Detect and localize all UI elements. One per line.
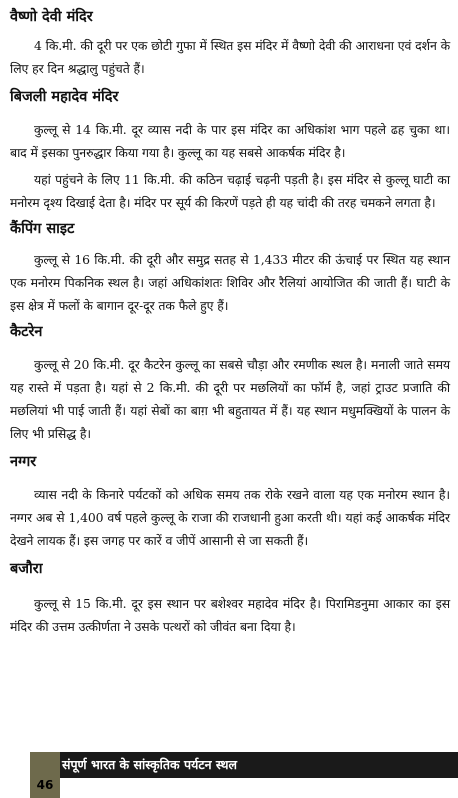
section-bijli-mahadev-temple <box>10 86 450 214</box>
section-camping-site <box>10 218 450 317</box>
page-footer <box>0 752 458 798</box>
paragraph: यहां पहुंचने के लिए 11 कि.मी. की कठिन चढ़ाई चढ़नी पड़ती है। इस मंदिर से कुल्लू घाटी का मनोरम दृश्य दिखाई देता है। मंदिर पर सूर्य की किरणें पड़ते ही यह चांदी की तरह चमकने लगता है। <box>10 172 450 210</box>
book-title: संपूर्ण भारत के सांस्कृतिक पर्यटन स्थल <box>62 757 237 772</box>
section-heading: वैष्णो देवी मंदिर <box>10 9 93 25</box>
paragraph: 4 कि.मी. की दूरी पर एक छोटी गुफा में स्थित इस मंदिर में वैष्णो देवी की आराधना एवं दर्शन के लिए हर दिन श्रद्धालु पहुंचते हैं। <box>10 38 450 76</box>
section-heading: बिजली महादेव मंदिर <box>10 89 119 105</box>
paragraph: व्यास नदी के किनारे पर्यटकों को अधिक समय तक रोके रखने वाला यह एक मनोरम स्थान है। नग्गर अब से 1,400 वर्ष पहले कुल्लू के राजा की राजधानी हुआ करती थी। यहां कई आकर्षक मंदिर देखने लायक हैं। इस जगह पर कारें व जीपें आसानी से जा सकती हैं। <box>10 487 450 548</box>
section-bajaura <box>10 558 450 638</box>
section-heading: बजौरा <box>10 561 43 577</box>
paragraph: कुल्लू से 16 कि.मी. की दूरी और समुद्र सतह से 1,433 मीटर की ऊंचाई पर स्थित यह स्थान एक मनोरम पिकनिक स्थल है। जहां अधिकांशतः शिविर और रैलियां आयोजित की जाती हैं। घाटी के इस क्षेत्र में फलों के बागान दूर-दूर तक फैले हुए हैं। <box>10 252 450 313</box>
page-number: 46 <box>36 778 54 792</box>
section-heading: कैंपिंग साइट <box>10 221 75 237</box>
section-vaishno-devi-temple <box>10 6 450 80</box>
section-naggar <box>10 451 450 552</box>
page-content <box>10 6 450 638</box>
paragraph: कुल्लू से 20 कि.मी. दूर कैटरेन कुल्लू का सबसे चौड़ा और रमणीक स्थल है। मनाली जाते समय यह रास्ते में पड़ता है। यहां से 2 कि.मी. की दूरी पर मछलियों का फॉर्म है, जहां ट्राउट प्रजाति की मछलियां भी पाई जाती हैं। यहां सेबों का बाग़ भी बहुतायत में हैं। यह स्थान मधुमक्खियों के पालन के लिए भी प्रसिद्ध है। <box>10 357 450 441</box>
paragraph: कुल्लू से 15 कि.मी. दूर इस स्थान पर बशेश्वर महादेव मंदिर है। पिरामिडनुमा आकार का इस मंदिर की उत्तम उत्कीर्णता ने उसके पत्थरों को जीवंत बना दिया है। <box>10 596 450 634</box>
section-heading: कैटरेन <box>10 324 43 340</box>
section-katrain <box>10 321 450 445</box>
paragraph: कुल्लू से 14 कि.मी. दूर व्यास नदी के पार इस मंदिर का अधिकांश भाग पहले ढह चुका था। बाद में इसका पुनरुद्धार किया गया है। कुल्लू का यह सबसे आकर्षक मंदिर है। <box>10 122 450 160</box>
section-heading: नग्गर <box>10 454 37 470</box>
